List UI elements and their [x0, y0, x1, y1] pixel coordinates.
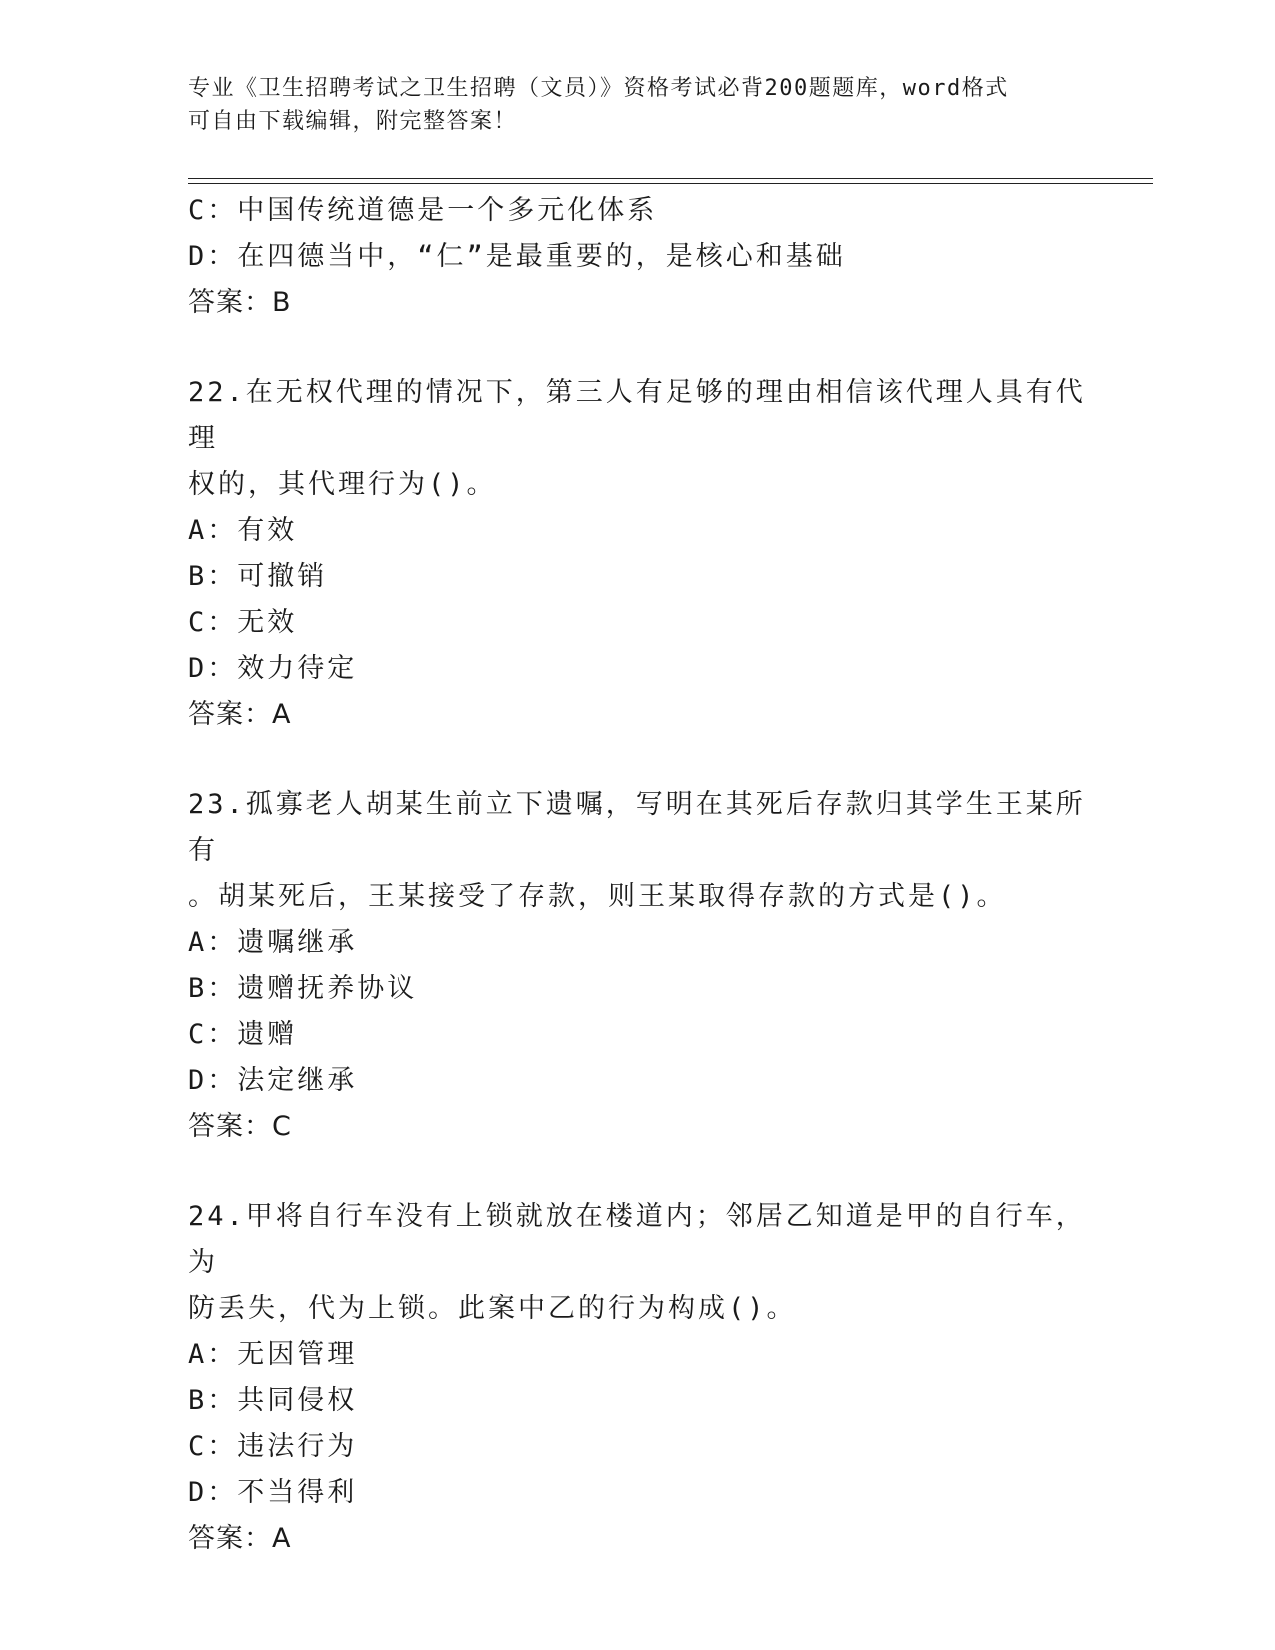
question-list — [188, 188, 1088, 1562]
option-c: C：无效 — [188, 607, 298, 638]
option-c: C：中国传统道德是一个多元化体系 — [188, 195, 658, 226]
question-stem-line: 22.在无权代理的情况下，第三人有足够的理由相信该代理人具有代理 — [188, 377, 1086, 454]
answer-line: 答案：A — [188, 699, 292, 730]
question-23 — [188, 782, 1088, 1150]
option-a: A：遗嘱继承 — [188, 927, 358, 958]
header-title-line-2: 可自由下载编辑，附完整答案！ — [188, 109, 518, 134]
option-a: A：无因管理 — [188, 1339, 358, 1370]
previous-question-tail — [188, 188, 1088, 326]
question-22 — [188, 370, 1088, 738]
header-divider-bottom — [188, 183, 1153, 184]
option-d: D：效力待定 — [188, 653, 358, 684]
question-stem-line: 防丢失，代为上锁。此案中乙的行为构成()。 — [188, 1293, 797, 1324]
option-c: C：违法行为 — [188, 1431, 358, 1462]
header-title-line-1: 专业《卫生招聘考试之卫生招聘（文员）》资格考试必背200题题库，word格式 — [188, 76, 1009, 101]
question-stem-line: 权的，其代理行为()。 — [188, 469, 497, 500]
document-header — [188, 72, 1088, 138]
question-stem-line: 24.甲将自行车没有上锁就放在楼道内；邻居乙知道是甲的自行车，为 — [188, 1201, 1086, 1278]
option-c: C：遗赠 — [188, 1019, 298, 1050]
option-a: A：有效 — [188, 515, 298, 546]
answer-line: 答案：B — [188, 287, 292, 318]
question-stem-line: 23.孤寡老人胡某生前立下遗嘱，写明在其死后存款归其学生王某所有 — [188, 789, 1086, 866]
option-b: B：共同侵权 — [188, 1385, 358, 1416]
question-stem-line: 。胡某死后，王某接受了存款，则王某取得存款的方式是()。 — [188, 881, 1007, 912]
option-b: B：遗赠抚养协议 — [188, 973, 418, 1004]
option-b: B：可撤销 — [188, 561, 328, 592]
option-d: D：在四德当中，“仁”是最重要的，是核心和基础 — [188, 241, 846, 272]
answer-line: 答案：A — [188, 1523, 292, 1554]
header-divider-top — [188, 178, 1153, 179]
answer-line: 答案：C — [188, 1111, 292, 1142]
option-d: D：法定继承 — [188, 1065, 358, 1096]
question-24 — [188, 1194, 1088, 1562]
option-d: D：不当得利 — [188, 1477, 358, 1508]
